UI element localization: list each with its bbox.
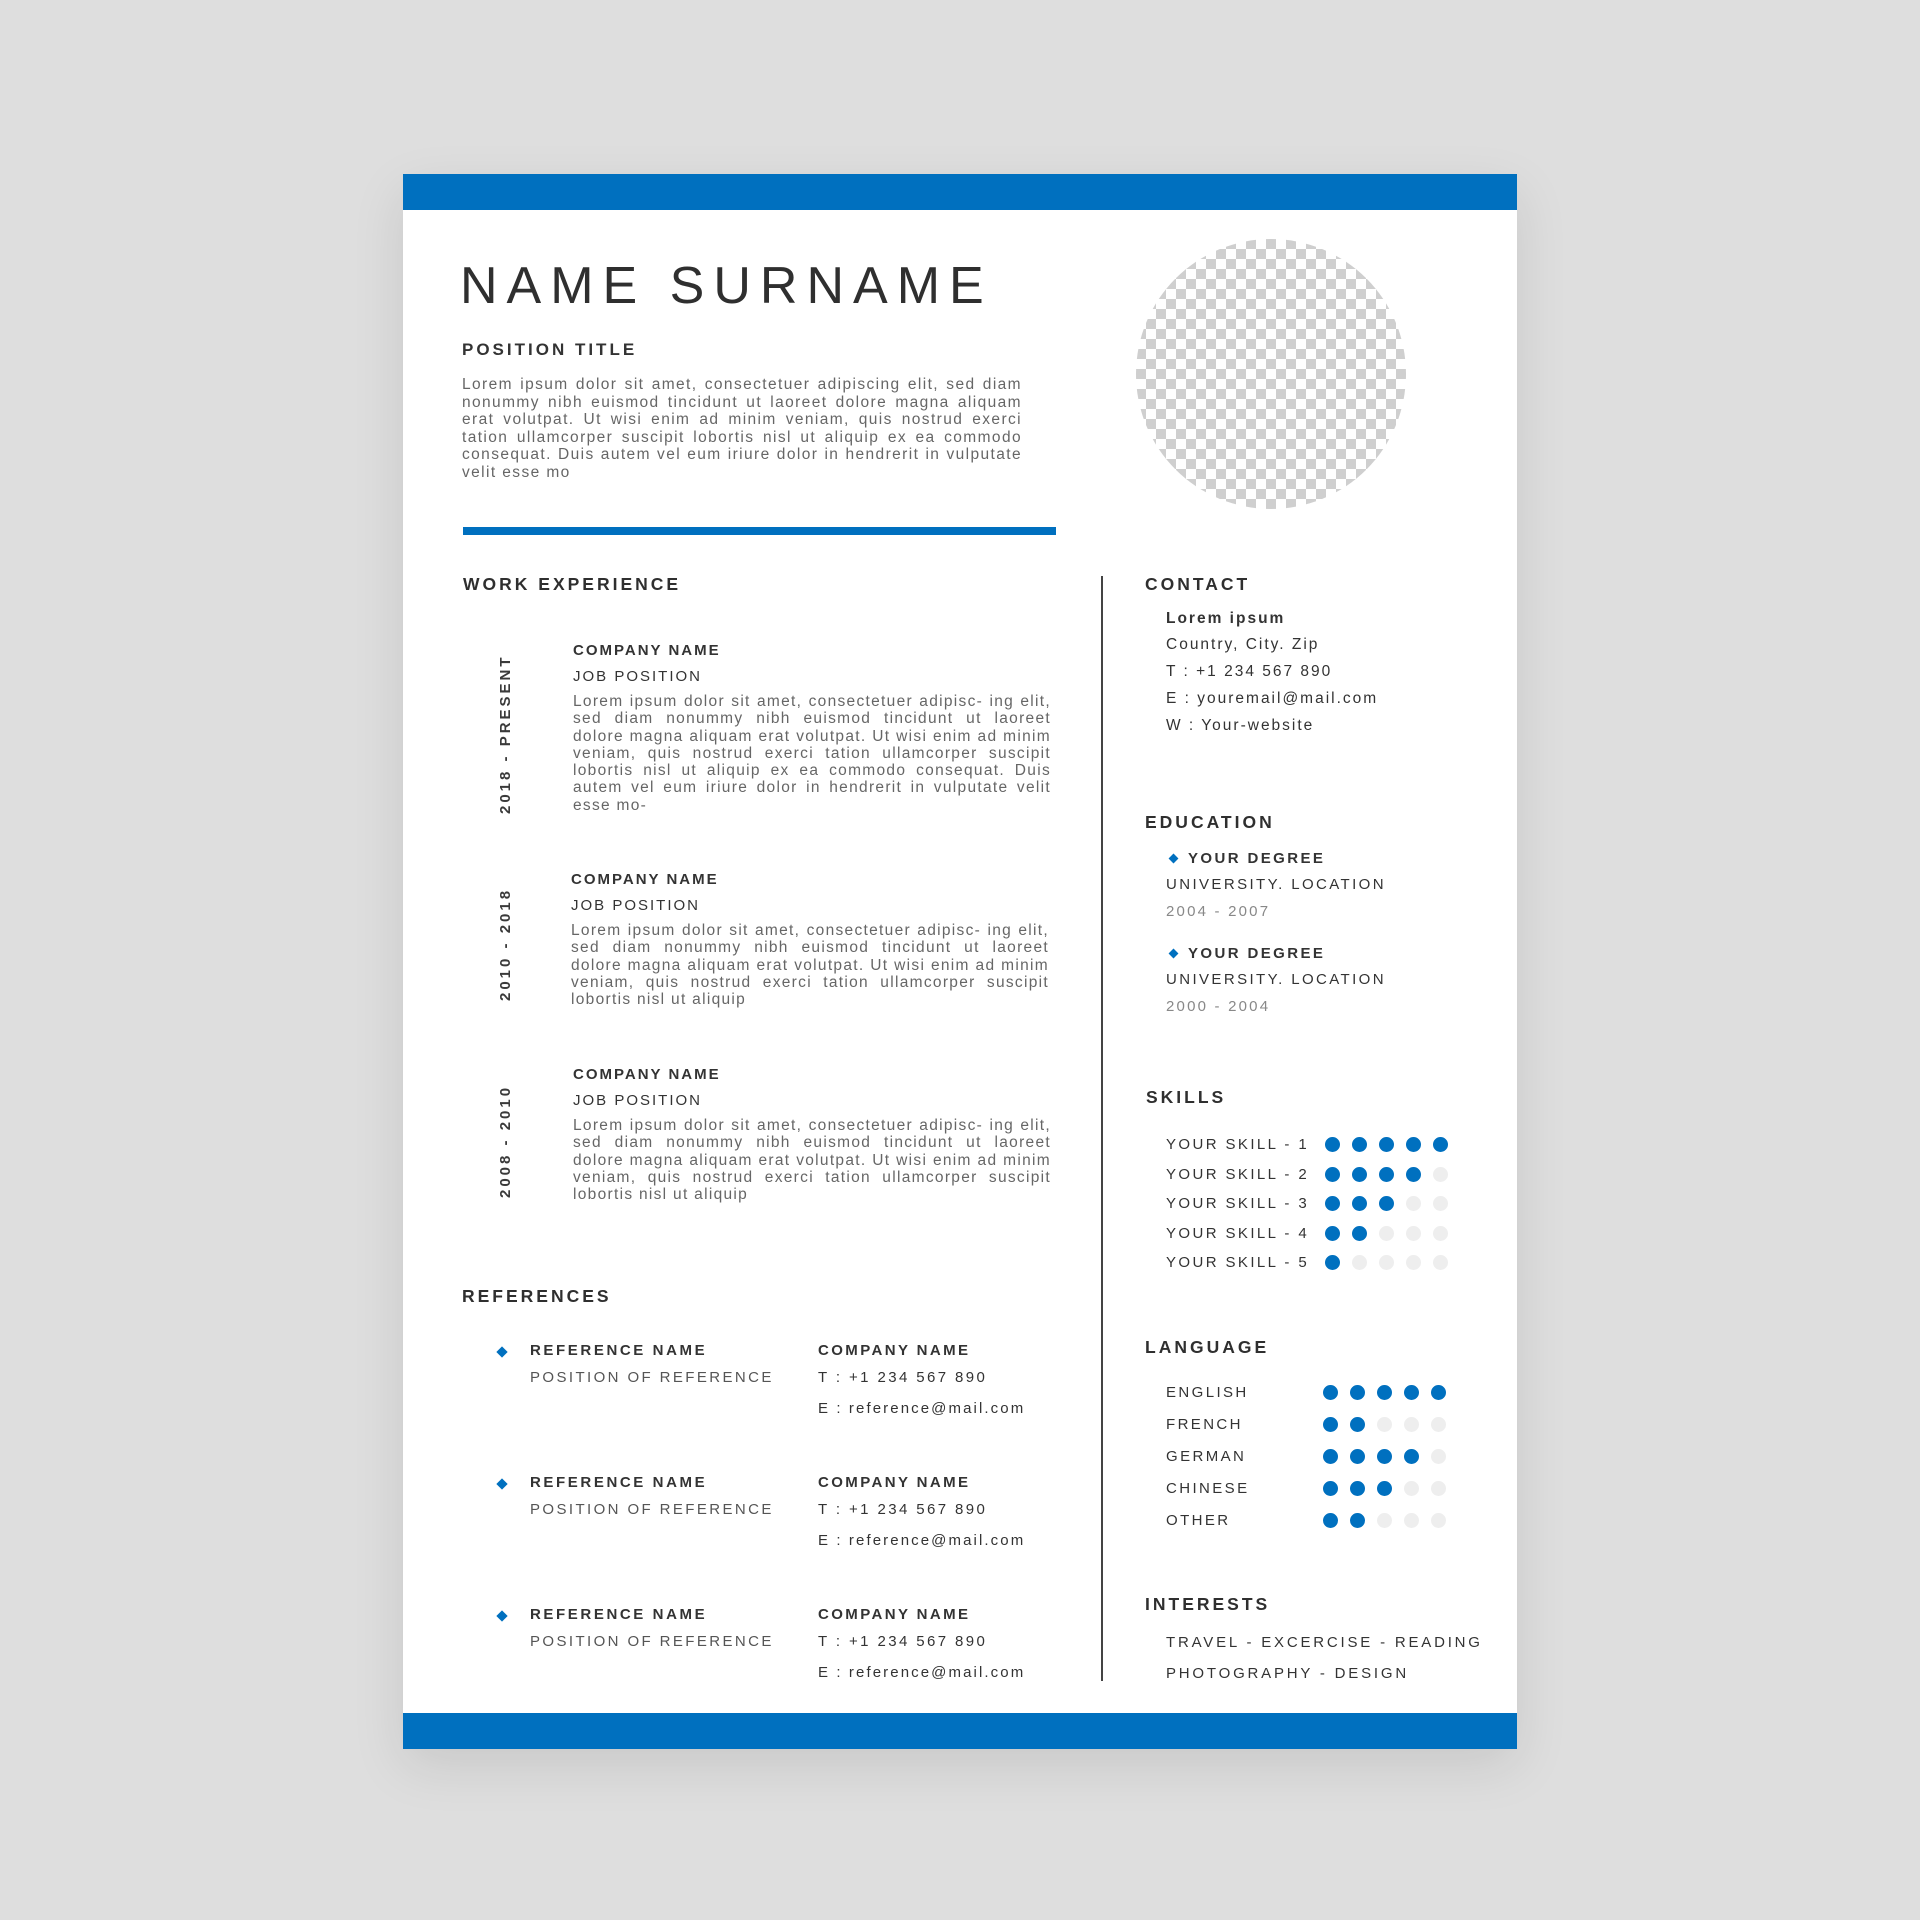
rating-dot-empty-icon bbox=[1431, 1417, 1446, 1432]
reference-company: COMPANY NAME bbox=[818, 1606, 971, 1623]
education-university: UNIVERSITY. LOCATION bbox=[1166, 971, 1386, 988]
skill-rating bbox=[1325, 1196, 1448, 1211]
reference-name: REFERENCE NAME bbox=[530, 1606, 708, 1623]
language-rating bbox=[1323, 1449, 1446, 1464]
rating-dot-empty-icon bbox=[1404, 1513, 1419, 1528]
reference-email[interactable]: E : reference@mail.com bbox=[818, 1664, 1026, 1681]
skill-label: YOUR SKILL - 1 bbox=[1166, 1136, 1310, 1153]
language-label: ENGLISH bbox=[1166, 1384, 1249, 1401]
rating-dot-empty-icon bbox=[1406, 1196, 1421, 1211]
contact-address: Country, City. Zip bbox=[1166, 636, 1320, 653]
rating-dot-filled-icon bbox=[1325, 1167, 1340, 1182]
position-title: POSITION TITLE bbox=[462, 340, 638, 359]
reference-name: REFERENCE NAME bbox=[530, 1474, 708, 1491]
skill-label: YOUR SKILL - 5 bbox=[1166, 1254, 1310, 1271]
language-label: FRENCH bbox=[1166, 1416, 1243, 1433]
diamond-bullet-icon bbox=[496, 1478, 507, 1489]
rating-dot-filled-icon bbox=[1325, 1196, 1340, 1211]
work-entry bbox=[463, 642, 1063, 832]
reference-position: POSITION OF REFERENCE bbox=[530, 1633, 774, 1650]
rating-dot-filled-icon bbox=[1350, 1481, 1365, 1496]
language-row bbox=[1166, 1480, 1466, 1504]
reference-position: POSITION OF REFERENCE bbox=[530, 1369, 774, 1386]
education-years: 2000 - 2004 bbox=[1166, 998, 1271, 1015]
skill-label: YOUR SKILL - 2 bbox=[1166, 1165, 1310, 1183]
reference-company: COMPANY NAME bbox=[818, 1342, 971, 1359]
rating-dot-empty-icon bbox=[1433, 1226, 1448, 1241]
rating-dot-empty-icon bbox=[1404, 1417, 1419, 1432]
bottom-accent-bar bbox=[403, 1713, 1517, 1749]
work-description: Lorem ipsum dolor sit amet, consectetuer adipisc- ing elit, sed diam nonummy nibh euismod tincidunt ut laoreet dolore magna aliquam erat volutpat. Ut wisi enim ad minim veniam, quis nostrud exerci tation ullamcorper suscipit lobortis nisl ut aliquip bbox=[571, 922, 1049, 1009]
skill-rating bbox=[1325, 1167, 1448, 1182]
skill-rating bbox=[1325, 1255, 1448, 1270]
reference-name: REFERENCE NAME bbox=[530, 1342, 708, 1359]
language-rating bbox=[1323, 1385, 1446, 1400]
interests-heading: INTERESTS bbox=[1145, 1594, 1271, 1614]
rating-dot-filled-icon bbox=[1323, 1417, 1338, 1432]
education-degree: YOUR DEGREE bbox=[1188, 850, 1326, 867]
work-position: JOB POSITION bbox=[573, 668, 703, 685]
reference-phone: T : +1 234 567 890 bbox=[818, 1501, 988, 1518]
rating-dot-filled-icon bbox=[1377, 1449, 1392, 1464]
reference-entry bbox=[498, 1606, 1058, 1716]
rating-dot-filled-icon bbox=[1350, 1449, 1365, 1464]
skill-row bbox=[1166, 1225, 1466, 1249]
rating-dot-empty-icon bbox=[1404, 1481, 1419, 1496]
header-divider bbox=[463, 527, 1056, 535]
language-rating bbox=[1323, 1417, 1446, 1432]
rating-dot-filled-icon bbox=[1350, 1417, 1365, 1432]
work-dates: 2010 - 2018 bbox=[497, 887, 514, 1001]
rating-dot-filled-icon bbox=[1325, 1255, 1340, 1270]
language-row bbox=[1166, 1384, 1466, 1408]
reference-entry bbox=[498, 1474, 1058, 1584]
reference-email[interactable]: E : reference@mail.com bbox=[818, 1532, 1026, 1549]
rating-dot-filled-icon bbox=[1352, 1226, 1367, 1241]
rating-dot-filled-icon bbox=[1352, 1196, 1367, 1211]
rating-dot-filled-icon bbox=[1352, 1137, 1367, 1152]
reference-phone: T : +1 234 567 890 bbox=[818, 1369, 988, 1386]
language-label: GERMAN bbox=[1166, 1448, 1247, 1465]
contact-website[interactable]: W : Your-website bbox=[1166, 717, 1315, 734]
language-row bbox=[1166, 1448, 1466, 1472]
skill-rating bbox=[1325, 1226, 1448, 1241]
photo-placeholder-icon bbox=[1136, 239, 1406, 509]
rating-dot-filled-icon bbox=[1325, 1137, 1340, 1152]
contact-name: Lorem ipsum bbox=[1166, 610, 1286, 627]
rating-dot-empty-icon bbox=[1431, 1481, 1446, 1496]
rating-dot-filled-icon bbox=[1377, 1385, 1392, 1400]
intro-paragraph: Lorem ipsum dolor sit amet, consectetuer adipiscing elit, sed diam nonummy nibh euismod tincidunt ut laoreet dolore magna aliquam erat volutpat. Ut wisi enim ad minim veniam, quis nostrud exerci tation ullamcorper suscipit lobortis nisl ut aliquip ex ea commodo consequat. Duis autem vel eum iriure dolor in hendrerit in vulputate velit esse mo bbox=[462, 376, 1022, 481]
reference-entry bbox=[498, 1342, 1058, 1452]
reference-position: POSITION OF REFERENCE bbox=[530, 1501, 774, 1518]
reference-company: COMPANY NAME bbox=[818, 1474, 971, 1491]
skill-rating bbox=[1325, 1137, 1448, 1152]
education-years: 2004 - 2007 bbox=[1166, 903, 1271, 920]
contact-phone: T : +1 234 567 890 bbox=[1166, 663, 1333, 680]
reference-email[interactable]: E : reference@mail.com bbox=[818, 1400, 1026, 1417]
rating-dot-filled-icon bbox=[1323, 1513, 1338, 1528]
rating-dot-empty-icon bbox=[1379, 1226, 1394, 1241]
rating-dot-filled-icon bbox=[1406, 1137, 1421, 1152]
rating-dot-filled-icon bbox=[1379, 1196, 1394, 1211]
resume-page bbox=[403, 174, 1517, 1747]
contact-email[interactable]: E : youremail@mail.com bbox=[1166, 690, 1379, 707]
work-description: Lorem ipsum dolor sit amet, consectetuer adipisc- ing elit, sed diam nonummy nibh euismod tincidunt ut laoreet dolore magna aliquam erat volutpat. Ut wisi enim ad minim veniam, quis nostrud exerci tation ullamcorper suscipit lobortis nisl ut aliquip ex ea commodo consequat. Duis autem vel eum iriure dolor in hendrerit in vulputate velit esse mo- bbox=[573, 693, 1051, 814]
skill-label: YOUR SKILL - 3 bbox=[1166, 1195, 1310, 1212]
rating-dot-filled-icon bbox=[1350, 1385, 1365, 1400]
language-row bbox=[1166, 1512, 1466, 1536]
education-degree: YOUR DEGREE bbox=[1188, 945, 1326, 962]
column-divider bbox=[1101, 576, 1103, 1681]
rating-dot-empty-icon bbox=[1433, 1196, 1448, 1211]
work-entry bbox=[463, 871, 1063, 1011]
rating-dot-filled-icon bbox=[1379, 1137, 1394, 1152]
reference-phone: T : +1 234 567 890 bbox=[818, 1633, 988, 1650]
rating-dot-empty-icon bbox=[1433, 1167, 1448, 1182]
rating-dot-filled-icon bbox=[1404, 1385, 1419, 1400]
language-heading: LANGUAGE bbox=[1145, 1337, 1270, 1357]
skill-row bbox=[1166, 1166, 1466, 1190]
language-label: CHINESE bbox=[1166, 1480, 1250, 1497]
rating-dot-filled-icon bbox=[1325, 1226, 1340, 1241]
skill-label: YOUR SKILL - 4 bbox=[1166, 1224, 1310, 1242]
education-heading: EDUCATION bbox=[1145, 812, 1275, 832]
rating-dot-filled-icon bbox=[1323, 1449, 1338, 1464]
diamond-bullet-icon bbox=[496, 1610, 507, 1621]
work-dates: 2008 - 2010 bbox=[497, 1084, 514, 1198]
education-entry bbox=[1166, 945, 1466, 1035]
references-heading: REFERENCES bbox=[462, 1286, 612, 1306]
education-entry bbox=[1166, 850, 1466, 940]
language-rating bbox=[1323, 1481, 1446, 1496]
work-company: COMPANY NAME bbox=[571, 871, 719, 888]
rating-dot-filled-icon bbox=[1377, 1481, 1392, 1496]
rating-dot-filled-icon bbox=[1352, 1167, 1367, 1182]
work-position: JOB POSITION bbox=[571, 897, 701, 914]
language-row bbox=[1166, 1416, 1466, 1440]
language-label: OTHER bbox=[1166, 1512, 1231, 1529]
language-rating bbox=[1323, 1513, 1446, 1528]
rating-dot-empty-icon bbox=[1431, 1513, 1446, 1528]
work-entry bbox=[463, 1066, 1063, 1206]
rating-dot-filled-icon bbox=[1404, 1449, 1419, 1464]
work-experience-heading: WORK EXPERIENCE bbox=[463, 574, 682, 594]
rating-dot-filled-icon bbox=[1433, 1137, 1448, 1152]
work-dates: 2018 - PRESENT bbox=[497, 654, 514, 814]
diamond-bullet-icon bbox=[496, 1346, 507, 1357]
rating-dot-filled-icon bbox=[1350, 1513, 1365, 1528]
work-position: JOB POSITION bbox=[573, 1092, 703, 1109]
diamond-bullet-icon bbox=[1169, 949, 1179, 959]
rating-dot-filled-icon bbox=[1323, 1481, 1338, 1496]
education-university: UNIVERSITY. LOCATION bbox=[1166, 876, 1386, 893]
rating-dot-empty-icon bbox=[1431, 1449, 1446, 1464]
rating-dot-filled-icon bbox=[1406, 1167, 1421, 1182]
rating-dot-filled-icon bbox=[1431, 1385, 1446, 1400]
skill-row bbox=[1166, 1254, 1466, 1278]
skill-row bbox=[1166, 1195, 1466, 1219]
rating-dot-filled-icon bbox=[1379, 1167, 1394, 1182]
top-accent-bar bbox=[403, 174, 1517, 210]
skill-row bbox=[1166, 1136, 1466, 1160]
rating-dot-filled-icon bbox=[1323, 1385, 1338, 1400]
work-company: COMPANY NAME bbox=[573, 1066, 721, 1083]
interests-line: PHOTOGRAPHY - DESIGN bbox=[1166, 1665, 1409, 1682]
diamond-bullet-icon bbox=[1169, 854, 1179, 864]
work-description: Lorem ipsum dolor sit amet, consectetuer adipisc- ing elit, sed diam nonummy nibh euismod tincidunt ut laoreet dolore magna aliquam erat volutpat. Ut wisi enim ad minim veniam, quis nostrud exerci tation ullamcorper suscipit lobortis nisl ut aliquip bbox=[573, 1117, 1051, 1204]
interests-line: TRAVEL - EXCERCISE - READING bbox=[1166, 1634, 1483, 1651]
full-name: NAME SURNAME bbox=[460, 257, 993, 315]
work-company: COMPANY NAME bbox=[573, 642, 721, 659]
rating-dot-empty-icon bbox=[1406, 1226, 1421, 1241]
rating-dot-empty-icon bbox=[1379, 1255, 1394, 1270]
skills-heading: SKILLS bbox=[1146, 1087, 1227, 1107]
rating-dot-empty-icon bbox=[1377, 1513, 1392, 1528]
rating-dot-empty-icon bbox=[1352, 1255, 1367, 1270]
rating-dot-empty-icon bbox=[1406, 1255, 1421, 1270]
rating-dot-empty-icon bbox=[1433, 1255, 1448, 1270]
contact-heading: CONTACT bbox=[1145, 574, 1251, 594]
rating-dot-empty-icon bbox=[1377, 1417, 1392, 1432]
